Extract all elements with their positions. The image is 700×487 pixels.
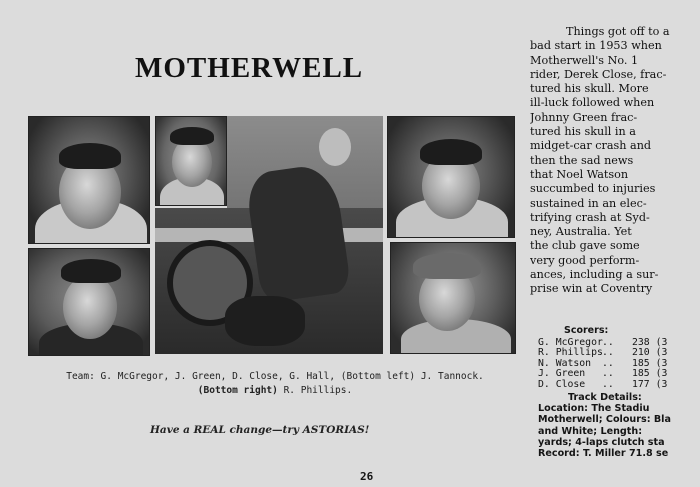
article-column <box>530 25 700 297</box>
scorer-dots: .. <box>602 347 614 359</box>
article-line: trifying crash at Syd- <box>530 210 650 224</box>
track-line: Location: The Stadiu <box>538 403 650 415</box>
scorer-points: 238 (3 <box>632 336 668 348</box>
scorer-name: J. Green <box>538 368 586 380</box>
photo-top-right-rider <box>387 116 515 238</box>
scorer-points: 210 (3 <box>632 347 668 359</box>
article-line: succumbed to injuries <box>530 182 656 196</box>
track-line: and White; Length: <box>538 425 643 437</box>
track-line: Record: T. Miller 71.8 se <box>538 448 669 460</box>
article-line: ill-luck followed when <box>530 96 655 110</box>
scorer-points: 177 (3 <box>632 378 668 390</box>
scorer-name: D. Close <box>538 378 586 390</box>
advert-slogan: Have a REAL change—try ASTORIAS! <box>150 424 370 436</box>
article-line: Johnny Green frac- <box>530 110 638 124</box>
page-number: 26 <box>360 470 374 483</box>
article-line: bad start in 1953 when <box>530 39 662 53</box>
article-line: midget-car crash and <box>530 139 652 153</box>
scorers-table <box>538 326 700 391</box>
photo-bottom-right-rider <box>390 242 516 354</box>
caption-line-2 <box>30 384 520 398</box>
scorer-dots: .. <box>602 357 614 369</box>
track-heading: Track Details: <box>568 392 642 403</box>
article-line: Things got off to a <box>566 25 670 38</box>
article-line: the club gave some <box>530 239 640 253</box>
scorer-points: 185 (3 <box>632 357 668 369</box>
track-line: Motherwell; Colours: Bla <box>538 414 671 426</box>
photo-top-left-rider <box>28 116 150 244</box>
scorer-row <box>538 380 700 391</box>
scorer-dots: .. <box>602 378 614 390</box>
scorer-dots: .. <box>602 336 614 348</box>
photo-bottom-left-rider <box>28 248 150 356</box>
track-line: yards; 4-laps clutch sta <box>538 436 665 448</box>
article-line: prise win at Coventry <box>530 282 653 296</box>
scorer-points: 185 (3 <box>632 368 668 380</box>
caption-bottom-right-label: (Bottom right) <box>197 385 278 396</box>
article-line: ances, including a sur- <box>530 268 659 282</box>
scorer-name: N. Watson <box>538 357 592 369</box>
article-line: that Noel Watson <box>530 167 629 181</box>
article-line: rider, Derek Close, frac- <box>530 67 667 81</box>
photo-caption <box>30 370 520 398</box>
scorer-dots: .. <box>602 368 614 380</box>
scorer-name: R. Phillips <box>538 347 603 359</box>
article-line: very good perform- <box>530 253 640 267</box>
caption-line-1: Team: G. McGregor, J. Green, D. Close, G. Hall, (Bottom left) J. Tannock. <box>66 371 484 382</box>
caption-bottom-right-name: R. Phillips. <box>277 385 353 396</box>
article-line: ney, Australia. Yet <box>530 225 632 239</box>
photo-action-rider <box>155 116 383 354</box>
article-line: then the sad news <box>530 153 634 167</box>
article-line: sustained in an elec- <box>530 196 647 210</box>
scorers-heading: Scorers: <box>564 326 609 336</box>
scorer-name: G. McGregor <box>538 336 603 348</box>
article-line: tured his skull in a <box>530 125 636 139</box>
article-line: Motherwell's No. 1 <box>530 53 639 67</box>
track-details <box>538 392 700 459</box>
article-line: tured his skull. More <box>530 82 649 96</box>
page-title: MOTHERWELL <box>135 52 364 84</box>
